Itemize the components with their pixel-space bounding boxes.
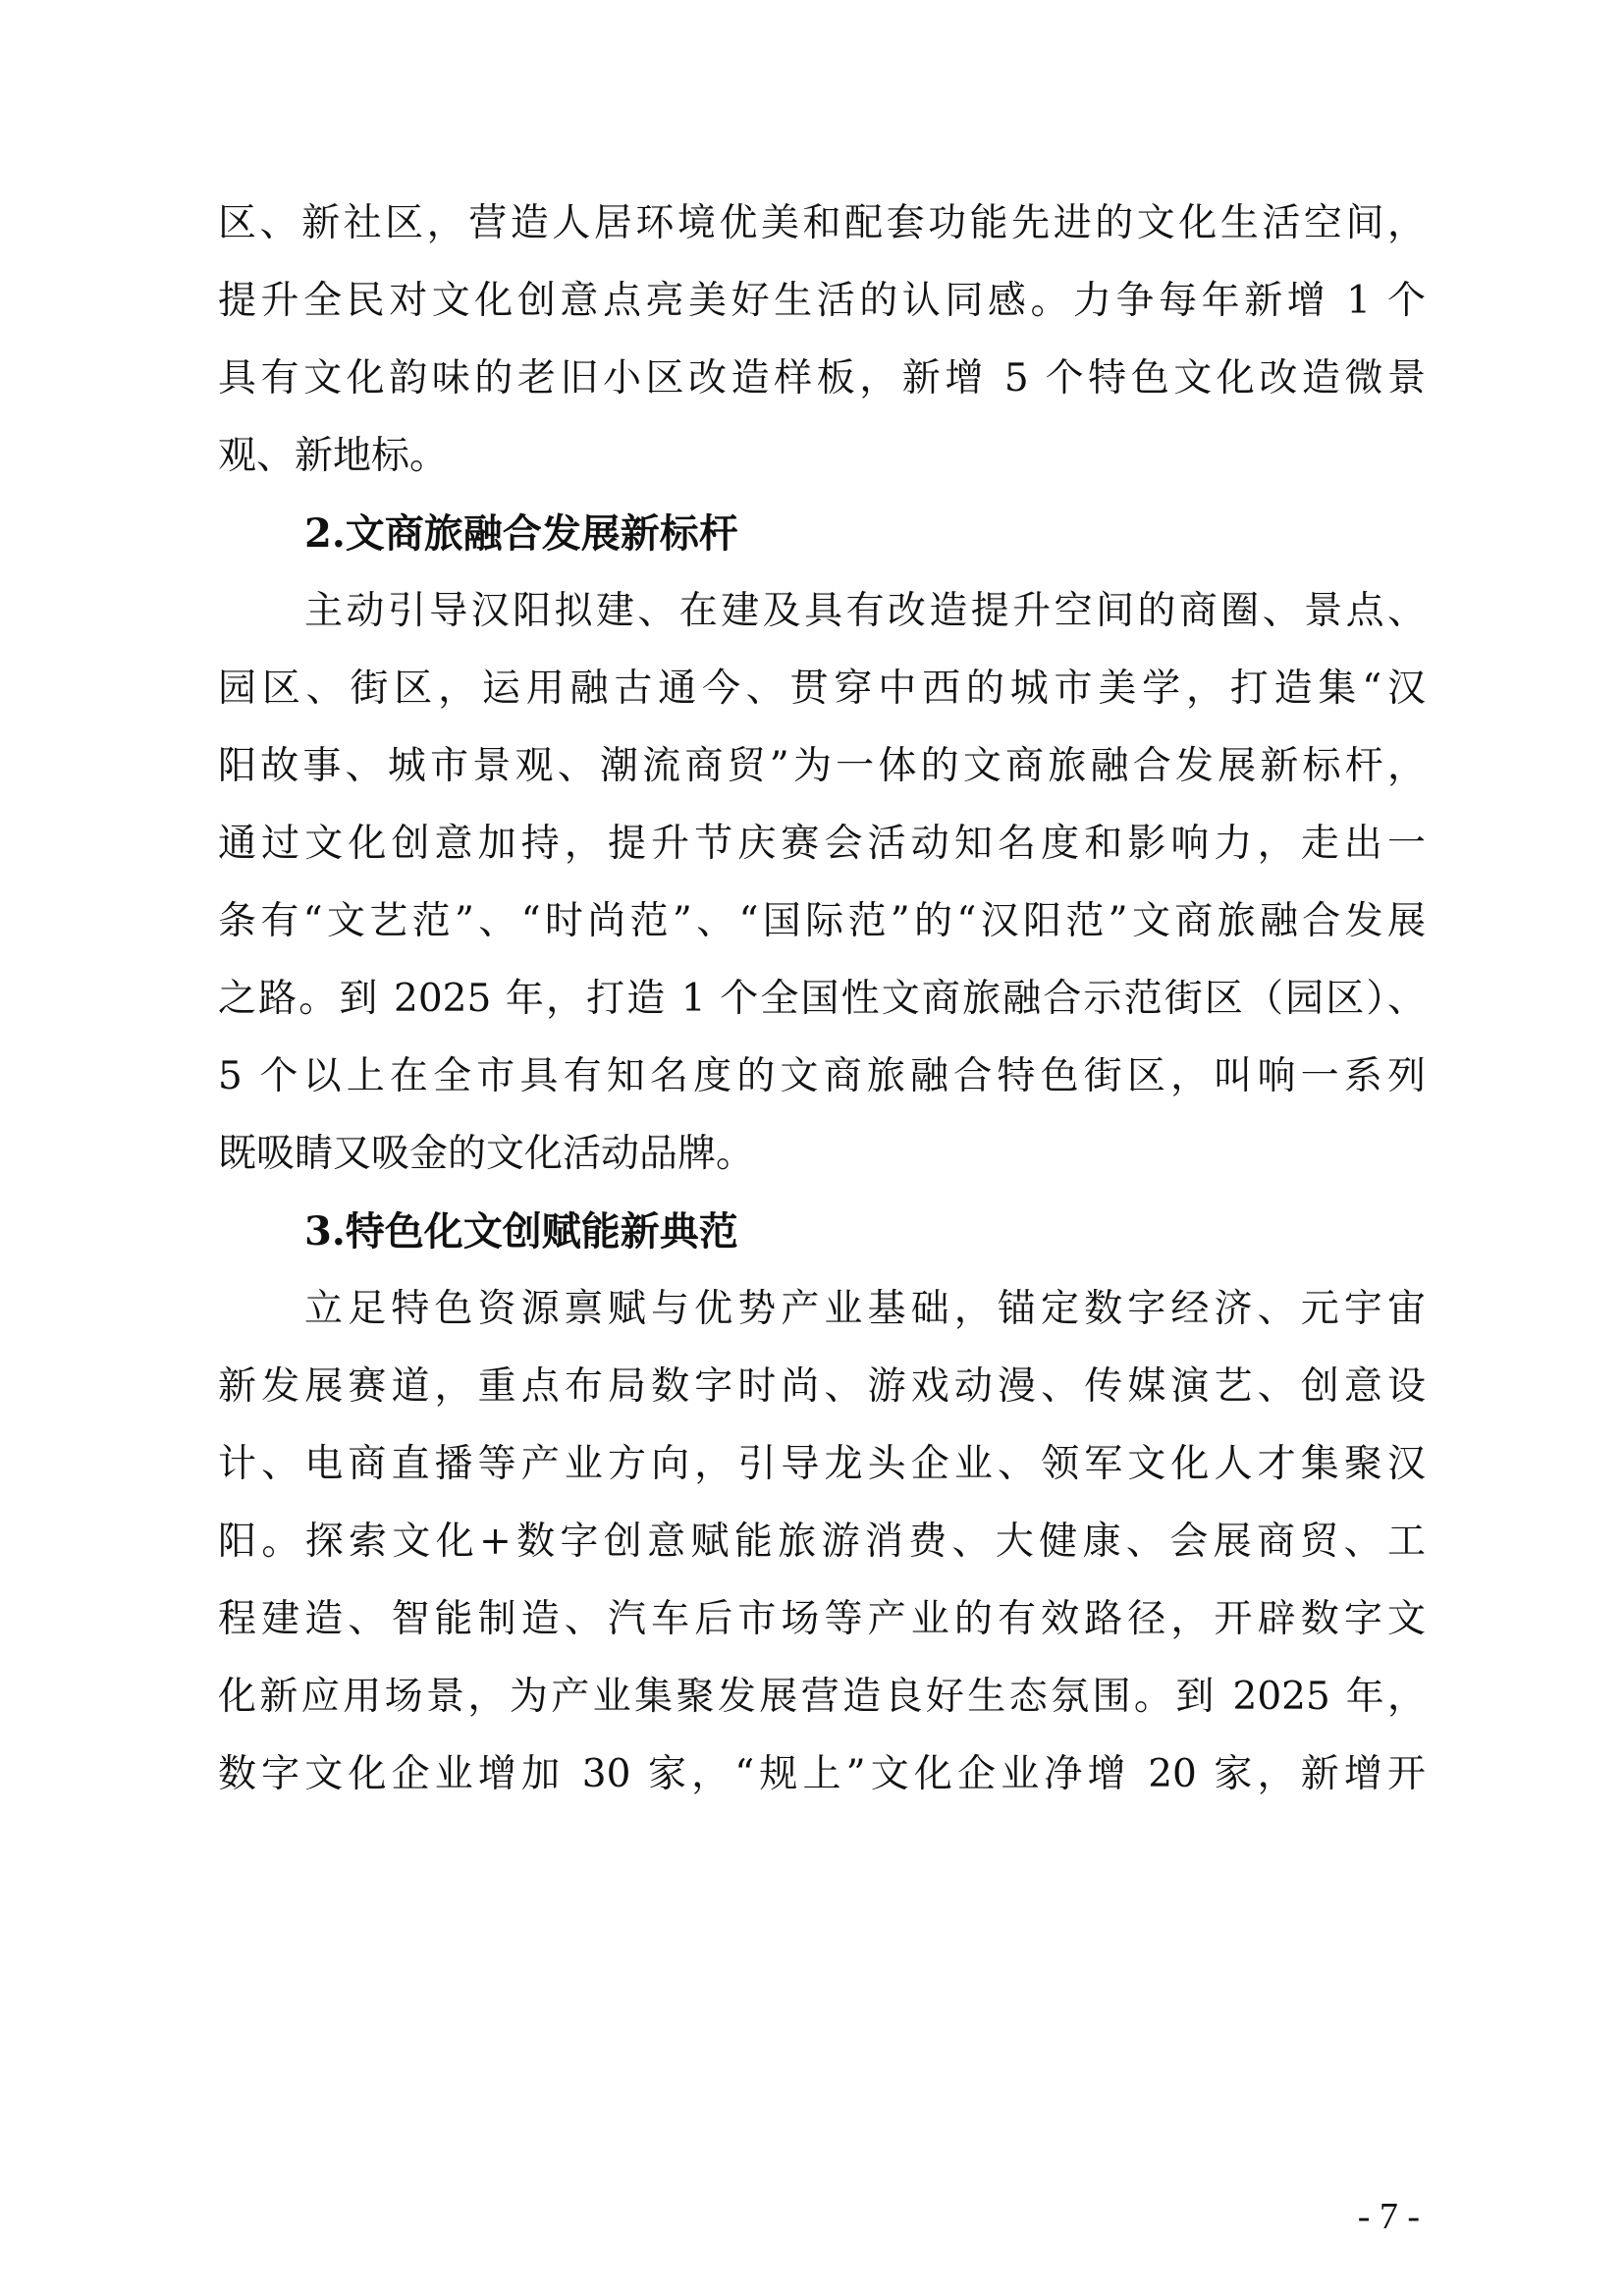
- paragraph-2-line-8: 既吸睛又吸金的文化活动品牌。: [218, 1132, 755, 1176]
- paragraph-3-line-2: 新发展赛道，重点布局数字时尚、游戏动漫、传媒演艺、创意设: [218, 1364, 1426, 1409]
- paragraph-2-line-4: 通过文化创意加持，提升节庆赛会活动知名度和影响力，走出一: [218, 822, 1426, 866]
- page-number: - 7 -: [1357, 2196, 1420, 2237]
- paragraph-2-line-7: 5 个以上在全市具有知名度的文商旅融合特色街区，叫响一系列: [218, 1054, 1426, 1098]
- paragraph-3-line-5: 程建造、智能制造、汽车后市场等产业的有效路径，开辟数字文: [218, 1597, 1426, 1641]
- paragraph-3-line-4: 阳。探索文化+数字创意赋能旅游消费、大健康、会展商贸、工: [218, 1520, 1426, 1564]
- paragraph-1-line-2: 提升全民对文化创意点亮美好生活的认同感。力争每年新增 1 个: [218, 279, 1426, 323]
- paragraph-2-line-1: 主动引导汉阳拟建、在建及具有改造提升空间的商圈、景点、: [304, 589, 1426, 633]
- paragraph-1-line-3: 具有文化韵味的老旧小区改造样板，新增 5 个特色文化改造微景: [218, 356, 1426, 400]
- paragraph-2-line-3: 阳故事、城市景观、潮流商贸”为一体的文商旅融合发展新标杆，: [218, 744, 1426, 788]
- section-heading-3: 3.特色化文创赋能新典范: [304, 1208, 738, 1255]
- paragraph-2-line-5: 条有“文艺范”、“时尚范”、“国际范”的“汉阳范”文商旅融合发展: [218, 899, 1426, 943]
- paragraph-2-line-6: 之路。到 2025 年，打造 1 个全国性文商旅融合示范街区（园区）、: [218, 977, 1426, 1021]
- paragraph-1-line-4: 观、新地标。: [218, 434, 449, 478]
- section-heading-2: 2.文商旅融合发展新标杆: [304, 510, 738, 557]
- paragraph-3-line-6: 化新应用场景，为产业集聚发展营造良好生态氛围。到 2025 年，: [218, 1675, 1426, 1719]
- paragraph-3-line-1: 立足特色资源禀赋与优势产业基础，锚定数字经济、元宇宙: [304, 1287, 1426, 1331]
- paragraph-3-line-3: 计、电商直播等产业方向，引导龙头企业、领军文化人才集聚汉: [218, 1442, 1426, 1486]
- paragraph-2-line-2: 园区、街区，运用融古通今、贯穿中西的城市美学，打造集“汉: [218, 667, 1426, 711]
- paragraph-1-line-1: 区、新社区，营造人居环境优美和配套功能先进的文化生活空间，: [218, 201, 1426, 245]
- paragraph-3-line-7: 数字文化企业增加 30 家，“规上”文化企业净增 20 家，新增开: [218, 1752, 1426, 1796]
